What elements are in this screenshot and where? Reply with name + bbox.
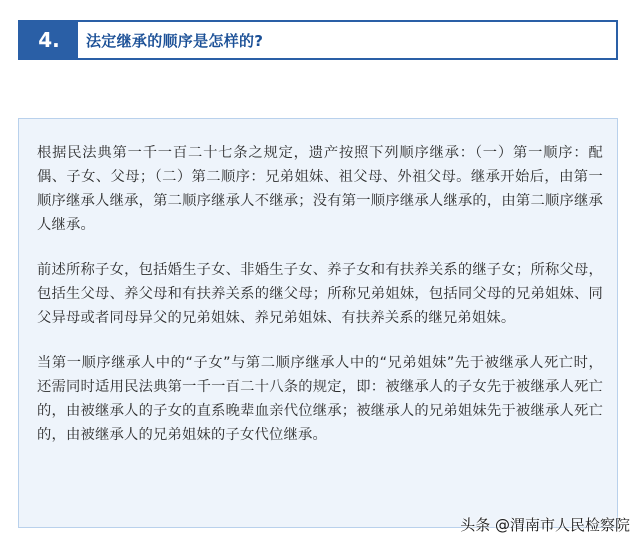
section-title: 法定继承的顺序是怎样的?: [86, 31, 264, 50]
watermark: 头条 @渭南市人民检察院: [460, 516, 630, 534]
paragraph-inheritance-order: 根据民法典第一千一百二十七条之规定，遗产按照下列顺序继承：（一）第一顺序：配偶、子女、父母；（二）第二顺序：兄弟姐妹、祖父母、外祖父母。继承开始后，由第一顺序继承人继承，第二顺序继承人不继承；没有第一顺序继承人继承的，由第二顺序继承人继承。: [37, 145, 603, 233]
section-number: 4.: [20, 22, 78, 58]
paragraph-subrogation: 当第一顺序继承人中的“子女”与第二顺序继承人中的“兄弟姐妹”先于被继承人死亡时，还需同时适用民法典第一千一百二十八条的规定，即：被继承人的子女先于被继承人死亡的，由被继承人的子女的直系晚辈血亲代位继承；被继承人的兄弟姐妹先于被继承人死亡的，由被继承人的兄弟姐妹的子女代位继承。: [37, 355, 603, 443]
paragraph-definitions: 前述所称子女，包括婚生子女、非婚生子女、养子女和有扶养关系的继子女；所称父母，包括生父母、养父母和有扶养关系的继父母；所称兄弟姐妹，包括同父母的兄弟姐妹、同父异母或者同母异父的兄弟姐妹、养兄弟姐妹、有扶养关系的继兄弟姐妹。: [37, 262, 603, 326]
content-box: [18, 118, 618, 528]
section-header: [18, 20, 618, 60]
